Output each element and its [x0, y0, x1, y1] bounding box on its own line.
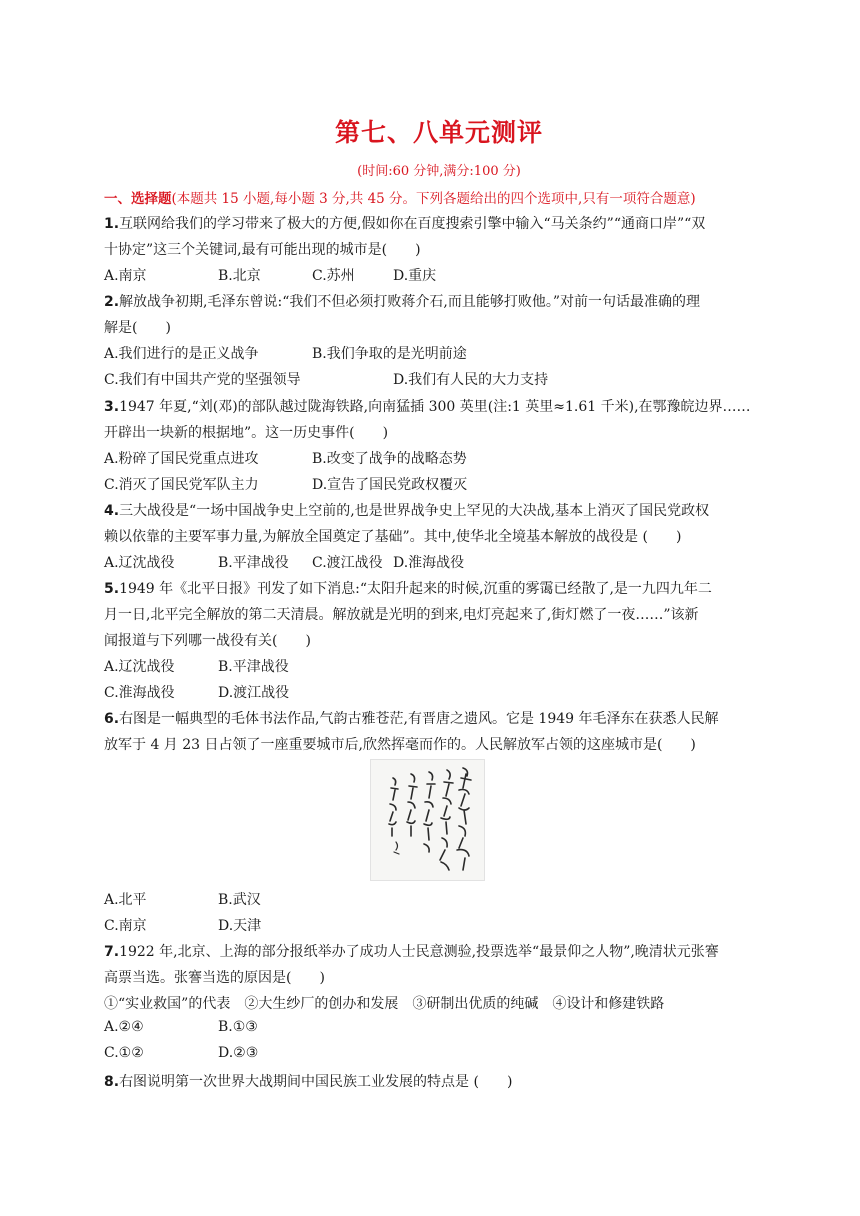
question-text: 解放战争初期,毛泽东曾说:“我们不但必须打败蒋介石,而且能够打败他。”对前一句话最准确的理: [119, 294, 700, 310]
question-number: 3.: [104, 399, 120, 415]
question-number: 2.: [104, 294, 120, 310]
question-text: 1947 年夏,“刘(邓)的部队越过陇海铁路,向南猛插 300 英里(注:1 英里≈1.61 千米),在鄂豫皖边界……: [119, 399, 751, 415]
question-4-option-c[interactable]: C.渡江战役: [312, 555, 383, 571]
question-text: 互联网给我们的学习带来了极大的方便,假如你在百度搜索引擎中输入“马关条约”“通商口岸”“双: [119, 216, 706, 232]
question-5-line-3: 闻报道与下列哪一战役有关( ): [104, 633, 311, 649]
question-3-option-b[interactable]: B.改变了战争的战略态势: [312, 451, 467, 467]
question-1-option-c[interactable]: C.苏州: [312, 268, 355, 284]
question-5-line-2: 月一日,北平完全解放的第二天清晨。解放就是光明的到来,电灯亮起来了,街灯燃了一夜……”该新: [104, 607, 699, 623]
exam-info: (时间:60 分钟,满分:100 分): [357, 164, 521, 179]
question-3-line-2: 开辟出一块新的根据地”。这一历史事件( ): [104, 425, 389, 441]
question-6-line-2: 放军于 4 月 23 日占领了一座重要城市后,欣然挥毫而作的。人民解放军占领的这座城市是( ): [104, 737, 696, 753]
question-text: 1922 年,北京、上海的部分报纸举办了成功人士民意测验,投票选举“最景仰之人物”,晚清状元张謇: [119, 944, 719, 960]
calligraphy-strokes: [371, 760, 484, 880]
question-text: 右图说明第一次世界大战期间中国民族工业发展的特点是 ( ): [119, 1074, 513, 1090]
question-1-line-1: [104, 213, 705, 233]
question-5-option-a[interactable]: A.辽沈战役: [104, 659, 175, 675]
question-4-option-a[interactable]: A.辽沈战役: [104, 555, 175, 571]
question-2-option-a[interactable]: A.我们进行的是正义战争: [104, 346, 259, 362]
question-4-option-b[interactable]: B.平津战役: [218, 555, 289, 571]
question-2-option-c[interactable]: C.我们有中国共产党的坚强领导: [104, 372, 301, 388]
question-3-option-a[interactable]: A.粉碎了国民党重点进攻: [104, 451, 259, 467]
question-6-line-1: [104, 708, 719, 728]
question-5-option-b[interactable]: B.平津战役: [218, 659, 289, 675]
question-1-option-d[interactable]: D.重庆: [393, 268, 437, 284]
question-number: 1.: [104, 216, 120, 232]
question-4-line-2: 赖以依靠的主要军事力量,为解放全国奠定了基础”。其中,使华北全境基本解放的战役是 ( ): [104, 529, 682, 545]
calligraphy-image: [370, 759, 485, 881]
question-7-option-b[interactable]: B.①③: [218, 1019, 258, 1035]
question-text: 三大战役是“一场中国战争史上空前的,也是世界战争史上罕见的大决战,基本上消灭了国民党政权: [119, 503, 710, 519]
question-8-line-1: [104, 1071, 512, 1091]
question-text: 1949 年《北平日报》刊发了如下消息:“太阳升起来的时候,沉重的雾霭已经散了,是一九四九年二: [119, 581, 712, 597]
question-1-line-2: 十协定”这三个关键词,最有可能出现的城市是( ): [104, 242, 421, 258]
question-6-option-a[interactable]: A.北平: [104, 892, 147, 908]
question-3-line-1: [104, 396, 751, 416]
question-number: 6.: [104, 711, 120, 727]
question-5-option-c[interactable]: C.淮海战役: [104, 685, 175, 701]
question-5-option-d[interactable]: D.渡江战役: [218, 685, 290, 701]
question-4-line-1: [104, 500, 709, 520]
question-6-option-b[interactable]: B.武汉: [218, 892, 261, 908]
question-1-option-a[interactable]: A.南京: [104, 268, 147, 284]
question-7-line-3: ①“实业救国”的代表 ②大生纱厂的创办和发展 ③研制出优质的纯碱 ④设计和修建铁路: [104, 996, 665, 1012]
question-1-option-b[interactable]: B.北京: [218, 268, 261, 284]
question-7-line-2: 高票当选。张謇当选的原因是( ): [104, 970, 325, 986]
section-note: (本题共 15 小题,每小题 3 分,共 45 分。下列各题给出的四个选项中,只有一项符合题意): [171, 191, 696, 207]
section-heading: [104, 187, 696, 207]
question-text: 右图是一幅典型的毛体书法作品,气韵古雅苍茫,有晋唐之遗风。它是 1949 年毛泽东在获悉人民解: [119, 711, 719, 727]
question-number: 7.: [104, 944, 120, 960]
question-3-option-c[interactable]: C.消灭了国民党军队主力: [104, 477, 259, 493]
question-6-option-c[interactable]: C.南京: [104, 918, 147, 934]
question-7-option-d[interactable]: D.②③: [218, 1045, 259, 1061]
question-7-option-c[interactable]: C.①②: [104, 1045, 144, 1061]
question-number: 5.: [104, 581, 120, 597]
section-heading-label: 一、选择题: [104, 191, 172, 207]
question-number: 4.: [104, 503, 120, 519]
page-title: 第七、八单元测评: [334, 118, 543, 147]
question-number: 8.: [104, 1074, 120, 1090]
question-2-line-2: 解是( ): [104, 320, 171, 336]
question-6-option-d[interactable]: D.天津: [218, 918, 262, 934]
question-2-option-b[interactable]: B.我们争取的是光明前途: [312, 346, 467, 362]
question-3-option-d[interactable]: D.宣告了国民党政权覆灭: [312, 477, 468, 493]
question-5-line-1: [104, 578, 712, 598]
question-4-option-d[interactable]: D.淮海战役: [393, 555, 465, 571]
question-2-option-d[interactable]: D.我们有人民的大力支持: [393, 372, 549, 388]
question-7-line-1: [104, 941, 719, 961]
question-2-line-1: [104, 291, 700, 311]
question-7-option-a[interactable]: A.②④: [104, 1019, 144, 1035]
